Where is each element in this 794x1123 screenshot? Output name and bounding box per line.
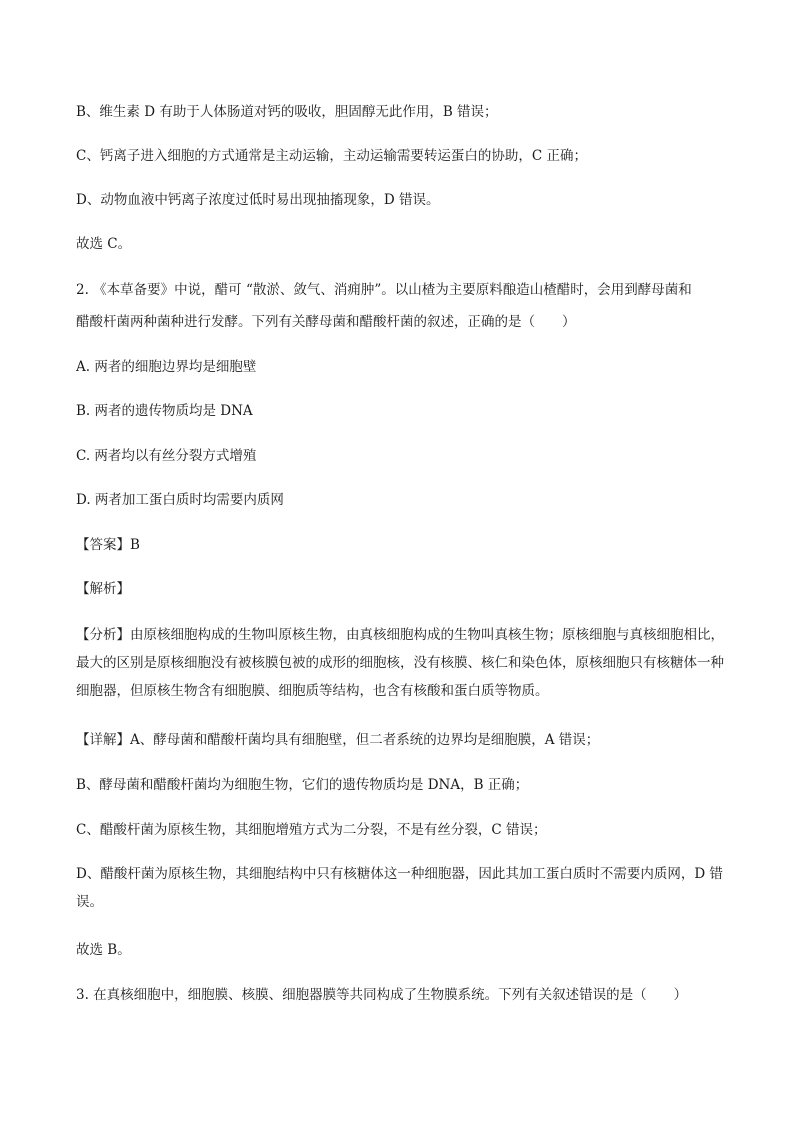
option-d: D. 两者加工蛋白质时均需要内质网 bbox=[76, 492, 284, 508]
detail-line-a: 【详解】A、酵母菌和醋酸杆菌均具有细胞壁，但二者系统的边界均是细胞膜，A 错误； bbox=[76, 732, 600, 748]
answer-selection: 故选 C。 bbox=[76, 236, 132, 252]
question-2-stem-line-2: 醋酸杆菌两种菌种进行发酵。下列有关酵母菌和醋酸杆菌的叙述，正确的是（ ） bbox=[76, 314, 576, 330]
option-a: A. 两者的细胞边界均是细胞壁 bbox=[76, 359, 257, 375]
analysis-paragraph: 【分析】由原核细胞构成的生物叫原核生物，由真核细胞构成的生物叫真核生物；原核细胞与真核细胞相比，最大的区别是原核细胞没有被核膜包被的成形的细胞核，没有核膜、核仁和染色体，原核细胞只有核糖体一种细胞器，但原核生物含有细胞膜、细胞质等结构，也含有核酸和蛋白质等物质。 bbox=[76, 627, 724, 699]
question-2-stem-line-1: 2. 《本草备要》中说，醋可 “散淤、敛气、消痈肿”。以山楂为主要原料酿造山楂醋时，会用到酵母菌和 bbox=[76, 282, 692, 298]
analysis-heading: 【解析】 bbox=[76, 581, 130, 597]
detail-line-d: D、醋酸杆菌为原核生物，其细胞结构中只有核糖体这一种细胞器，因此其加工蛋白质时不需要内质网，D 错误。 bbox=[76, 866, 723, 910]
option-c: C. 两者均以有丝分裂方式增殖 bbox=[76, 448, 257, 464]
explanation-line-c: C、钙离子进入细胞的方式通常是主动运输，主动运输需要转运蛋白的协助，C 正确； bbox=[76, 148, 587, 164]
answer-selection-2: 故选 B。 bbox=[76, 942, 131, 958]
explanation-line-d: D、动物血液中钙离子浓度过低时易出现抽搐现象，D 错误。 bbox=[76, 192, 440, 208]
explanation-line-b: B、维生素 D 有助于人体肠道对钙的吸收，胆固醇无此作用，B 错误； bbox=[76, 104, 498, 120]
answer-heading: 【答案】B bbox=[76, 537, 140, 553]
detail-line-c: C、醋酸杆菌为原核生物，其细胞增殖方式为二分裂，不是有丝分裂，C 错误； bbox=[76, 822, 547, 838]
option-b: B. 两者的遗传物质均是 DNA bbox=[76, 403, 253, 419]
question-3-stem: 3. 在真核细胞中，细胞膜、核膜、细胞器膜等共同构成了生物膜系统。下列有关叙述错误的是（ ） bbox=[76, 987, 688, 1003]
detail-line-b: B、酵母菌和醋酸杆菌均为细胞生物，它们的遗传物质均是 DNA，B 正确； bbox=[76, 777, 529, 793]
